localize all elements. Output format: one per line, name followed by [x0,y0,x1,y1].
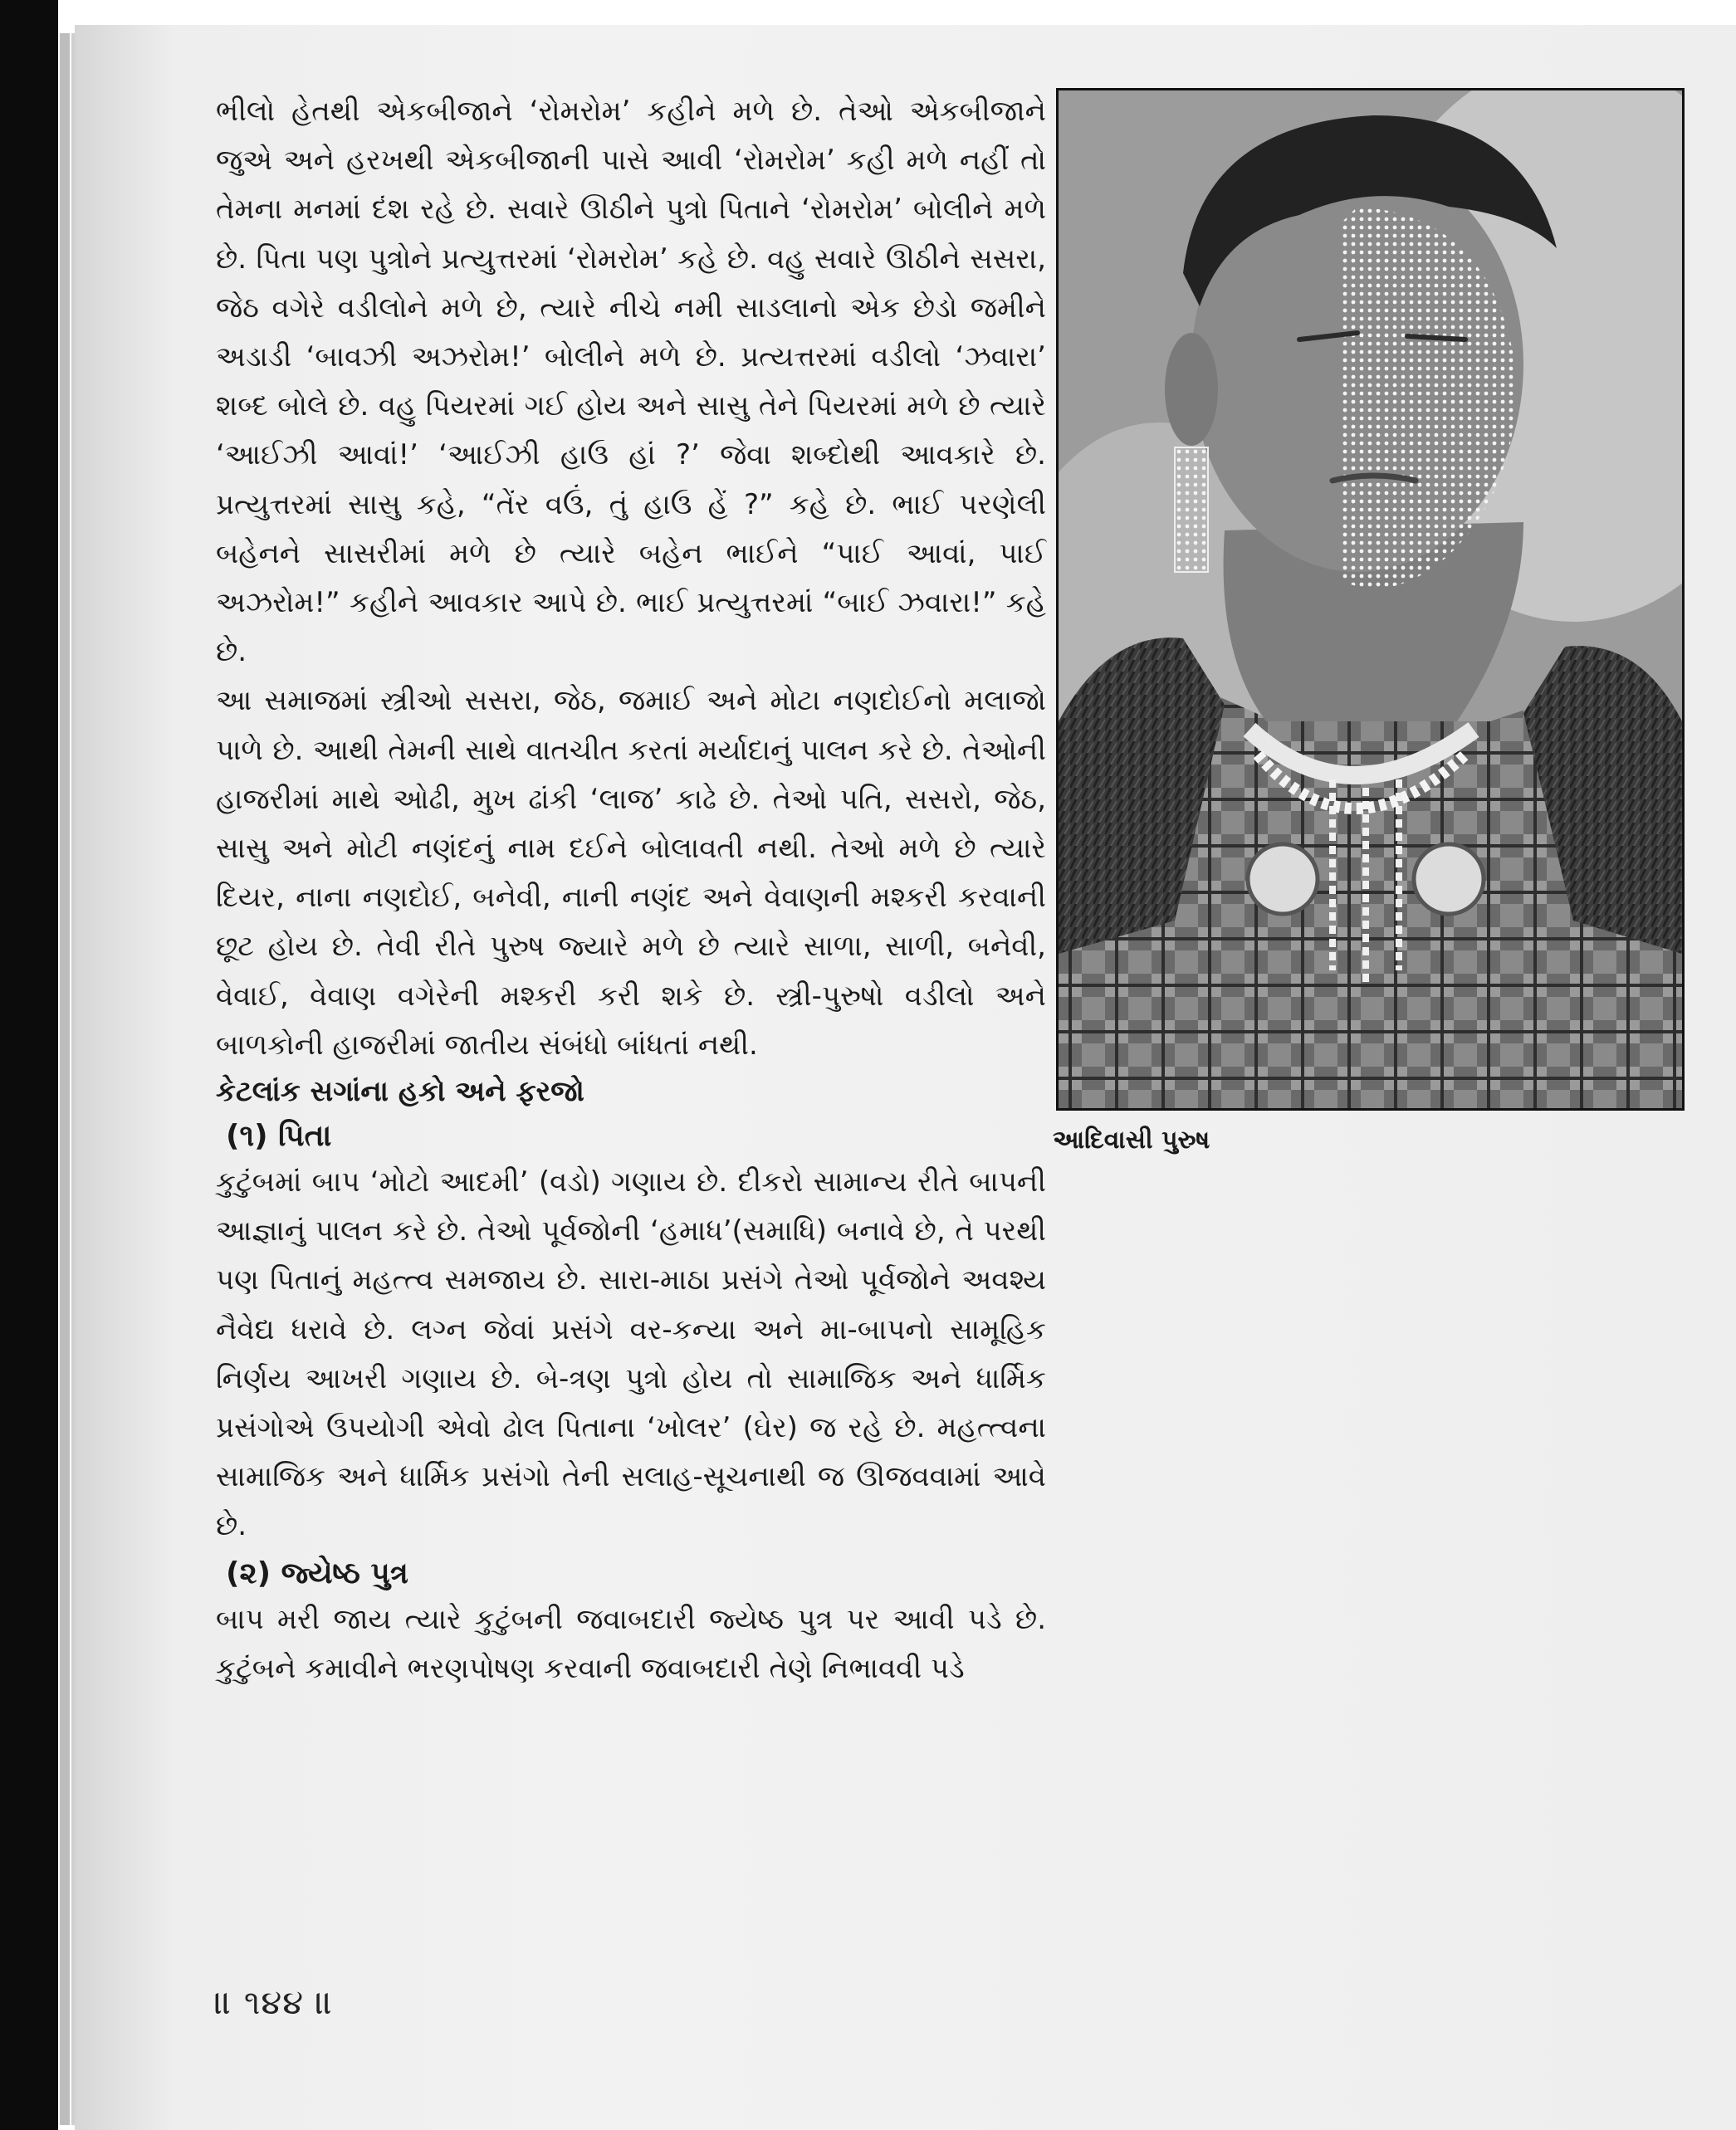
portrait-illustration [1059,90,1682,1108]
section-heading: કેટલાંક સગાંના હકો અને ફરજો [216,1075,584,1109]
book-shadow [0,0,58,2130]
page-stack-edge [60,33,70,2125]
subsection-father-title: (૧) પિતા [226,1119,332,1154]
subsection-father-text: કુટુંબમાં બાપ ‘મોટો આદમી’ (વડો) ગણાય છે. દીકરો સામાન્ય રીતે બાપની આજ્ઞાનું પાલન કરે છે. તેઓ પૂર્વજોની ‘હમાધ’(સમાધિ) બનાવે છે, તે પરથી પણ પિતાનું મહત્ત્વ સમજાય છે. સારા-માઠા પ્રસંગે તેઓ પૂર્વજોને અવશ્ય નૈવેદ્ય ધરાવે છે. લગ્ન જેવાં પ્રસંગે વર-કન્યા અને મા-બાપનો સામૂહિક નિર્ણય આખરી ગણાય છે. બે-ત્રણ પુત્રો હોય તો સામાજિક અને ધાર્મિક પ્રસંગોએ ઉપયોગી એવો ઢોલ પિતાના ‘ખોલર’ (ઘેર) જ રહે છે. મહત્ત્વના સામાજિક અને ધાર્મિક પ્રસંગો તેની સલાહ-સૂચનાથી જ ઊજવવામાં આવે છે. [216,1165,1046,1543]
photo-caption: આદિવાસી પુરુષ [1053,1126,1210,1155]
subsection-eldest-son-text: બાપ મરી જાય ત્યારે કુટુંબની જવાબદારી જ્યેષ્ઠ પુત્ર પર આવી પડે છે. કુટુંબને કમાવીને ભરણપોષણ કરવાની જવાબદારી તેણે નિભાવવી પડે [216,1602,1046,1685]
subsection-eldest-son-title: (૨) જ્યેષ્ઠ પુત્ર [226,1556,408,1590]
text-column [216,87,1046,1693]
tribal-man-photo [1056,88,1685,1111]
page-number: ॥ ૧૪૪ ॥ [214,1984,334,2022]
paragraph-etiquette: આ સમાજમાં સ્ત્રીઓ સસરા, જેઠ, જમાઈ અને મોટા નણદોઈનો મલાજો પાળે છે. આથી તેમની સાથે વાતચીત કરતાં મર્યાદાનું પાલન કરે છે. તેઓની હાજરીમાં માથે ઓઢી, મુખ ઢાંકી ‘લાજ’ કાઢે છે. તેઓ પતિ, સસરો, જેઠ, સાસુ અને મોટી નણંદનું નામ દઈને બોલાવતી નથી. તેઓ મળે છે ત્યારે દિયર, નાના નણદોઈ, બનેવી, નાની નણંદ અને વેવાણની મશ્કરી કરવાની છૂટ હોય છે. તેવી રીતે પુરુષ જ્યારે મળે છે ત્યારે સાળા, સાળી, બનેવી, વેવાઈ, વેવાણ વગેરેની મશ્કરી કરી શકે છે. સ્ત્રી-પુરુષો વડીલો અને બાળકોની હાજરીમાં જાતીય સંબંધો બાંધતાં નથી. [216,684,1046,1062]
paragraph-greetings: ભીલો હેતથી એકબીજાને ‘રોમરોમ’ કહીને મળે છે. તેઓ એકબીજાને જુએ અને હરખથી એકબીજાની પાસે આવી ‘રોમરોમ’ કહી મળે નહીં તો તેમના મનમાં દંશ રહે છે. સવારે ઊઠીને પુત્રો પિતાને ‘રોમરોમ’ બોલીને મળે છે. પિતા પણ પુત્રોને પ્રત્યુત્તરમાં ‘રોમરોમ’ કહે છે. વહુ સવારે ઊઠીને સસરા, જેઠ વગેરે વડીલોને મળે છે, ત્યારે નીચે નમી સાડલાનો એક છેડો જમીને અડાડી ‘બાવઝી અઝરોમ!’ બોલીને મળે છે. પ્રત્યત્તરમાં વડીલો ‘ઝવારા’ શબ્દ બોલે છે. વહુ પિયરમાં ગઈ હોય અને સાસુ તેને પિયરમાં મળે છે ત્યારે ‘આઈઝી આવાં!’ ‘આઈઝી હાઉ હાં ?’ જેવા શબ્દોથી આવકારે છે. પ્રત્યુત્તરમાં સાસુ કહે, “તેંર વઉં, તું હાઉ હેં ?” કહે છે. ભાઈ પરણેલી બહેનને સાસરીમાં મળે છે ત્યારે બહેન ભાઈને “પાઈ આવાં, પાઈ અઝરોમ!” કહીને આવકાર આપે છે. ભાઈ પ્રત્યુત્તરમાં “બાઈ ઝવારા!” કહે છે. [216,95,1046,669]
